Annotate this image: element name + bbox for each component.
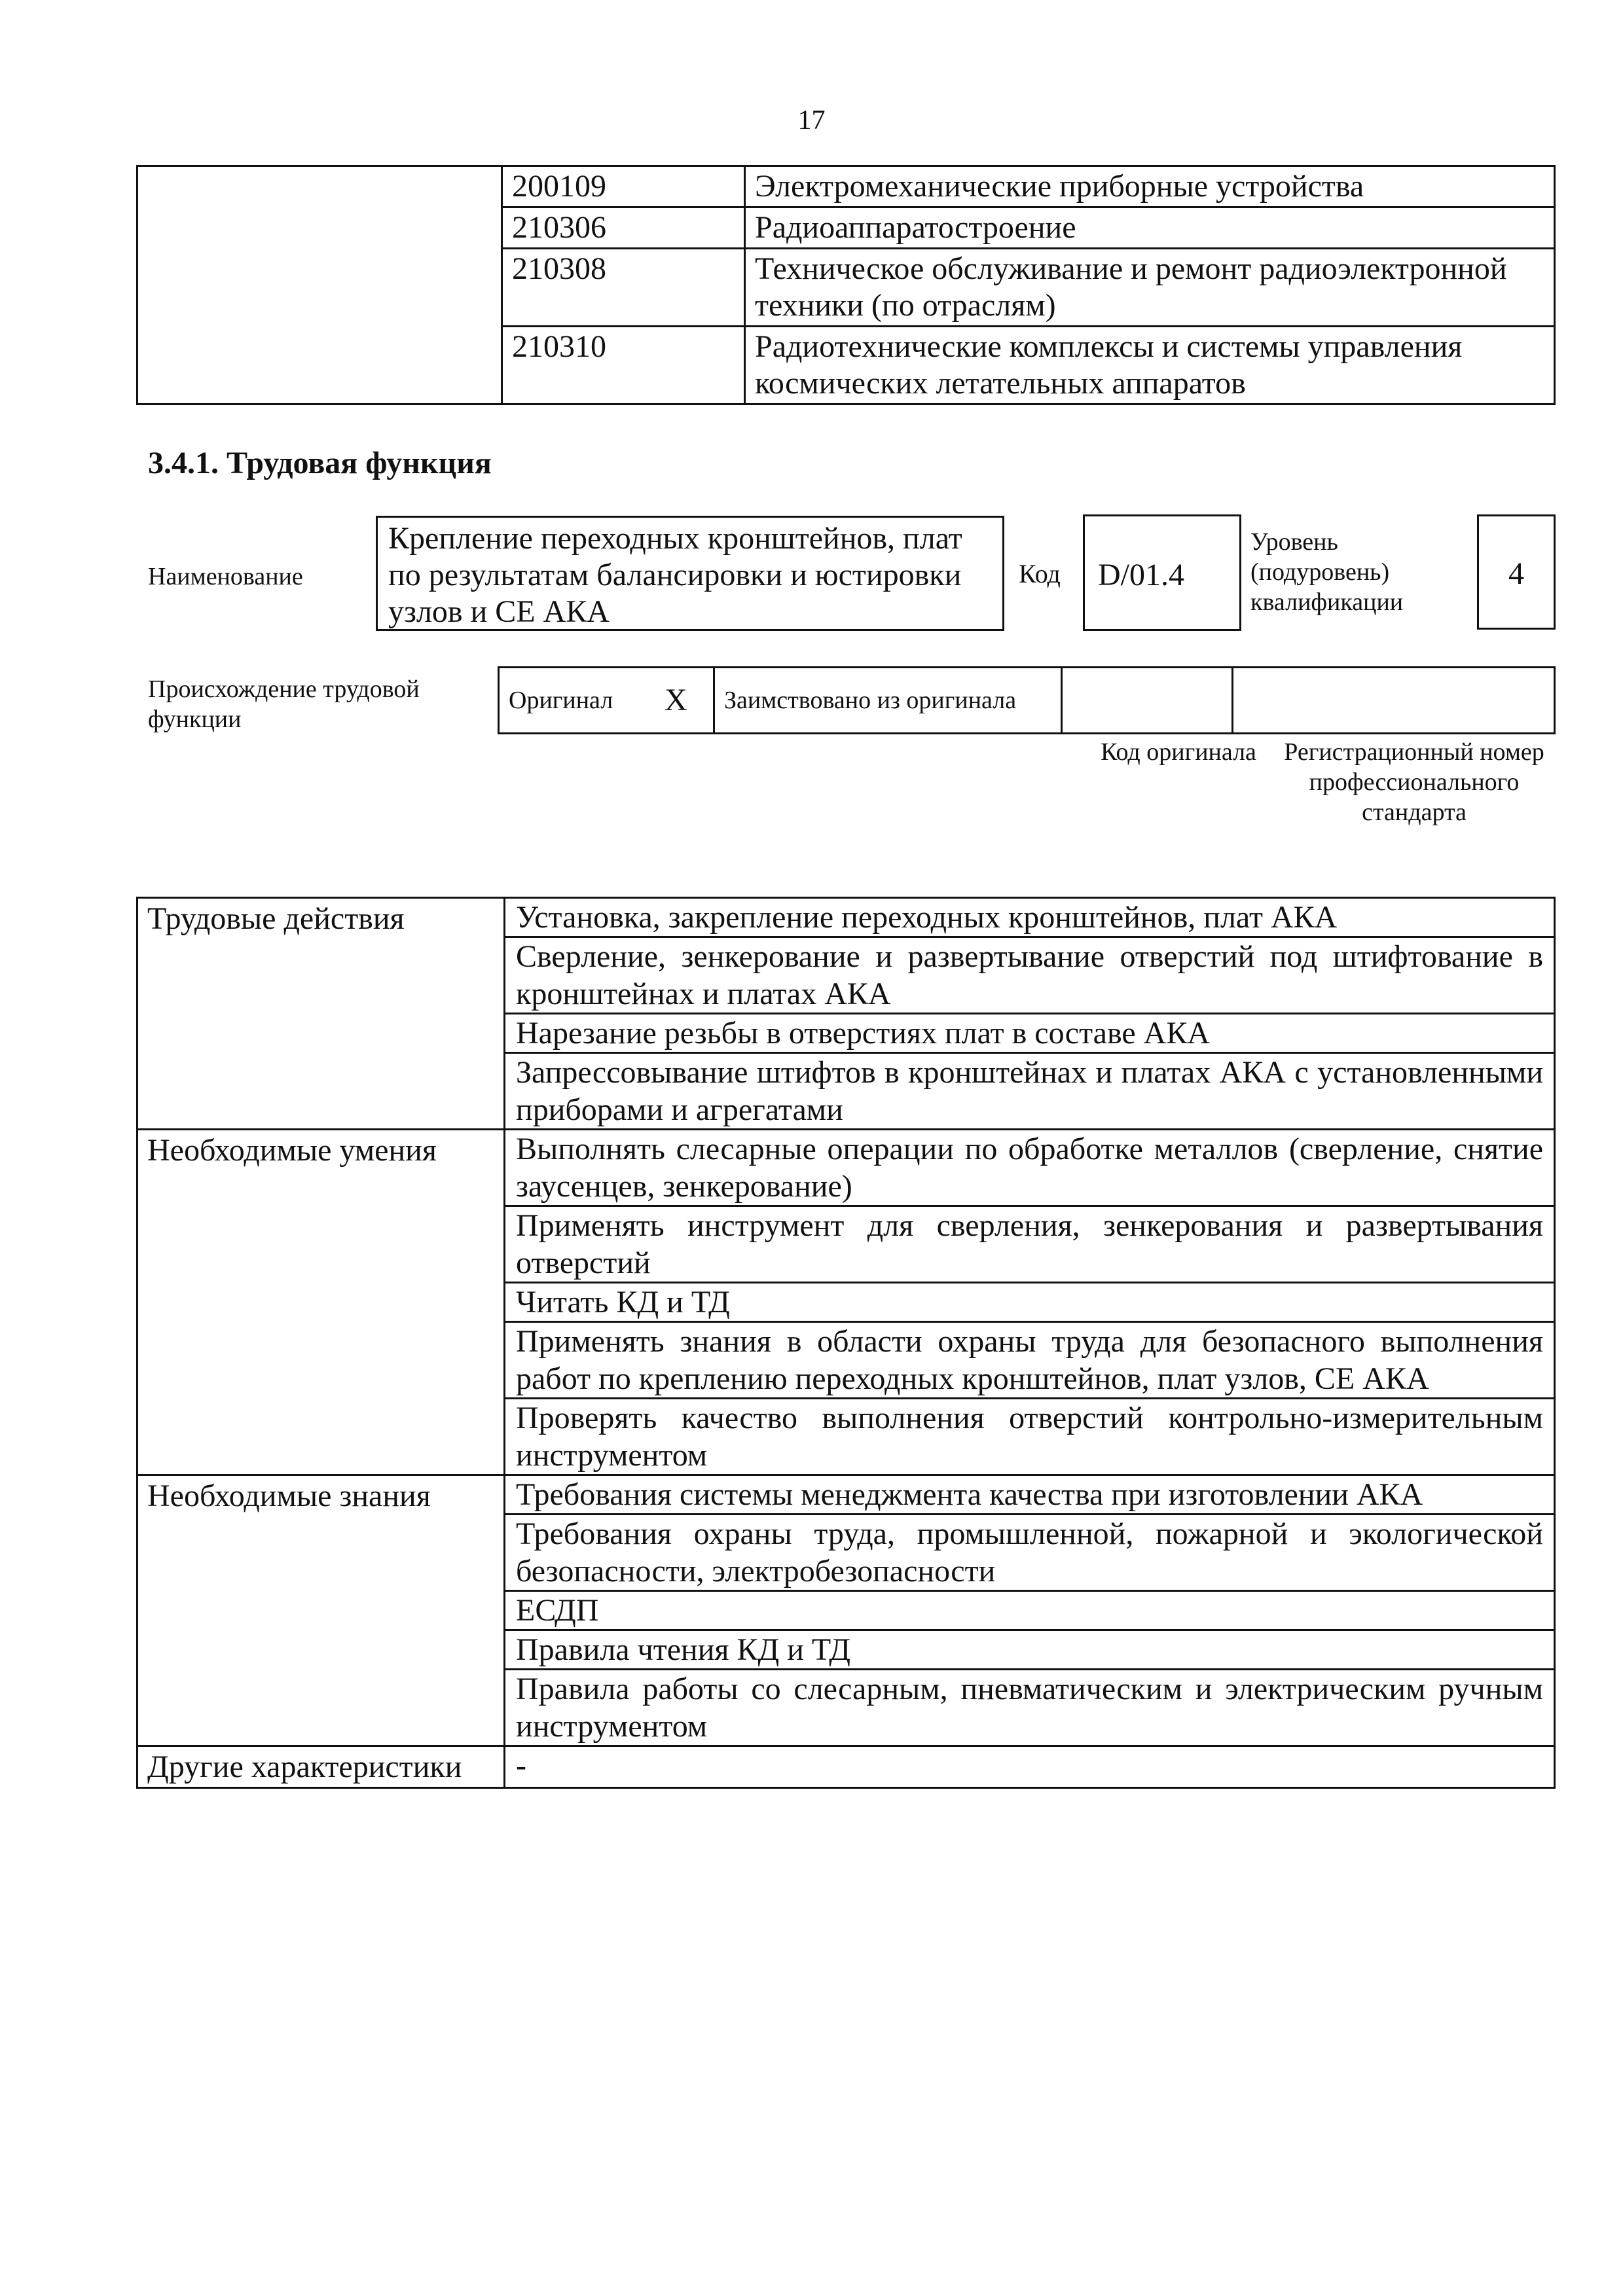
- knowledge-label: Необходимые знания: [137, 1475, 505, 1746]
- table-row: [137, 166, 1555, 207]
- knowledge-item: Правила чтения КД и ТД: [505, 1630, 1555, 1670]
- specialties-table: [136, 165, 1556, 405]
- specialty-name: Техническое обслуживание и ремонт радиоэлектронной техники (по отраслям): [745, 249, 1555, 327]
- specialty-code: 210306: [502, 207, 745, 249]
- reg-number-cell: [1233, 668, 1555, 734]
- origin-table: [498, 666, 1556, 734]
- section-heading: 3.4.1. Трудовая функция: [148, 446, 492, 480]
- origin-label: Происхождение трудовой функции: [148, 675, 420, 733]
- table-row: [499, 668, 1555, 734]
- knowledge-item: Требования системы менеджмента качества при изготовлении АКА: [505, 1475, 1555, 1515]
- specialty-name: Радиотехнические комплексы и системы управления космических летательных аппаратов: [745, 327, 1555, 404]
- level-label: Уровень (подуровень) квалификации: [1250, 528, 1404, 616]
- labor-function-table: [136, 897, 1556, 1789]
- specialty-code: 210308: [502, 249, 745, 327]
- code-label: Код: [1019, 559, 1061, 588]
- knowledge-item: Требования охраны труда, промышленной, пожарной и экологической безопасности, электробезопасности: [505, 1515, 1555, 1591]
- skill-item: Проверять качество выполнения отверстий контрольно-измерительным инструментом: [505, 1399, 1555, 1475]
- skills-label: Необходимые умения: [137, 1130, 505, 1475]
- other-label: Другие характеристики: [137, 1746, 505, 1788]
- table-row: [137, 1746, 1555, 1788]
- other-value: -: [505, 1746, 1555, 1788]
- specialty-name: Электромеханические приборные устройства: [745, 166, 1555, 207]
- table-row: [137, 1130, 1555, 1206]
- name-label: Наименование: [148, 563, 303, 590]
- action-item: Сверление, зенкерование и развертывание отверстий под штифтование в кронштейнах и платах АКА: [505, 937, 1555, 1014]
- specialty-code: 200109: [502, 166, 745, 207]
- function-name-box: Крепление переходных кронштейнов, плат по результатам балансировки и юстировки узлов и СЕ АКА: [376, 516, 1004, 631]
- level-box: 4: [1477, 514, 1556, 630]
- action-item: Установка, закрепление переходных кронштейнов, плат АКА: [505, 898, 1555, 937]
- knowledge-item: Правила работы со слесарным, пневматическим и электрическим ручным инструментом: [505, 1670, 1555, 1746]
- specialty-name: Радиоаппаратостроение: [745, 207, 1555, 249]
- page-number: 17: [797, 105, 826, 135]
- original-label: Оригинал: [499, 668, 656, 734]
- actions-label: Трудовые действия: [137, 898, 505, 1130]
- skill-item: Применять инструмент для сверления, зенкерования и развертывания отверстий: [505, 1206, 1555, 1283]
- original-mark: X: [655, 668, 714, 734]
- borrowed-label: Заимствовано из оригинала: [714, 668, 1062, 734]
- action-item: Нарезание резьбы в отверстиях плат в составе АКА: [505, 1014, 1555, 1053]
- original-code-cell: [1062, 668, 1233, 734]
- table-row: [137, 898, 1555, 937]
- code-original-caption: Код оригинала: [1101, 738, 1256, 766]
- function-code-box: D/01.4: [1083, 514, 1241, 631]
- knowledge-item: ЕСДП: [505, 1591, 1555, 1630]
- action-item: Запрессовывание штифтов в кронштейнах и платах АКА с установленными приборами и агрегатами: [505, 1053, 1555, 1130]
- skill-item: Выполнять слесарные операции по обработке металлов (сверление, снятие заусенцев, зенкерование): [505, 1130, 1555, 1206]
- table-row: [137, 1475, 1555, 1515]
- specialty-code: 210310: [502, 327, 745, 404]
- empty-cell: [137, 166, 502, 404]
- reg-number-caption: Регистрационный номер профессионального стандарта: [1284, 738, 1544, 826]
- skill-item: Читать КД и ТД: [505, 1283, 1555, 1322]
- skill-item: Применять знания в области охраны труда для безопасного выполнения работ по креплению переходных кронштейнов, плат узлов, СЕ АКА: [505, 1322, 1555, 1399]
